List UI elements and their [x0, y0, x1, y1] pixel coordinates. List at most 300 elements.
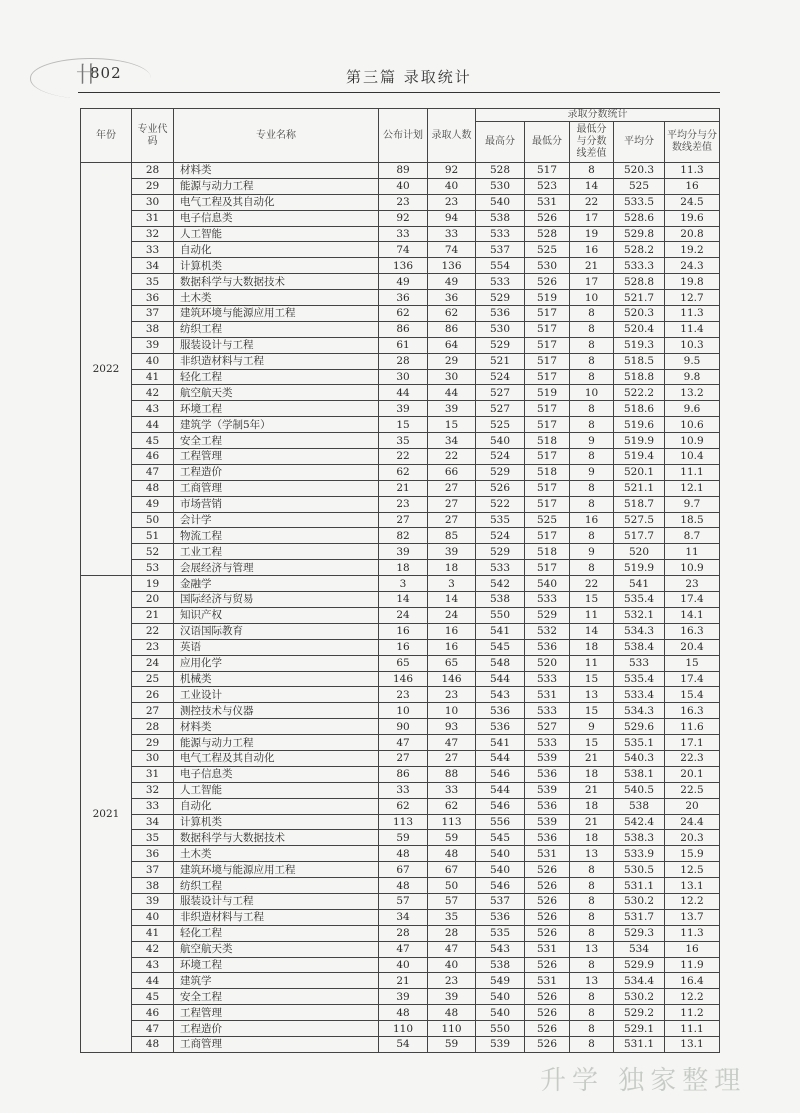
- admitted-cell: 27: [428, 512, 476, 528]
- code-cell: 39: [132, 337, 174, 353]
- avg-gap-cell: 10.9: [665, 560, 720, 576]
- max-score-cell: 538: [476, 592, 525, 608]
- avg-score-cell: 534.3: [614, 703, 665, 719]
- avg-gap-cell: 12.5: [665, 862, 720, 878]
- min-gap-cell: 8: [570, 862, 614, 878]
- avg-gap-cell: 9.5: [665, 353, 720, 369]
- avg-score-cell: 528.2: [614, 242, 665, 258]
- avg-gap-cell: 23: [665, 576, 720, 592]
- avg-score-cell: 519.4: [614, 449, 665, 465]
- min-gap-cell: 11: [570, 655, 614, 671]
- min-score-cell: 533: [525, 592, 570, 608]
- admitted-cell: 67: [428, 862, 476, 878]
- major-name-cell: 建筑学: [174, 973, 379, 989]
- max-score-cell: 544: [476, 750, 525, 766]
- table-row: [81, 449, 720, 465]
- admitted-cell: 62: [428, 798, 476, 814]
- major-name-cell: 人工智能: [174, 782, 379, 798]
- major-name-cell: 安全工程: [174, 989, 379, 1005]
- min-score-cell: 531: [525, 973, 570, 989]
- code-cell: 38: [132, 321, 174, 337]
- table-row: [81, 576, 720, 592]
- code-cell: 46: [132, 449, 174, 465]
- max-score-cell: 554: [476, 258, 525, 274]
- avg-score-cell: 538.4: [614, 639, 665, 655]
- avg-score-cell: 533: [614, 655, 665, 671]
- plan-cell: 23: [379, 194, 428, 210]
- major-name-cell: 安全工程: [174, 433, 379, 449]
- code-cell: 40: [132, 909, 174, 925]
- avg-gap-cell: 15: [665, 655, 720, 671]
- table-row: [81, 258, 720, 274]
- code-cell: 35: [132, 274, 174, 290]
- max-score-cell: 550: [476, 1021, 525, 1037]
- admitted-cell: 27: [428, 480, 476, 496]
- plan-cell: 47: [379, 735, 428, 751]
- min-score-cell: 536: [525, 830, 570, 846]
- min-score-cell: 526: [525, 210, 570, 226]
- min-score-cell: 517: [525, 306, 570, 322]
- admitted-cell: 16: [428, 639, 476, 655]
- min-score-cell: 518: [525, 433, 570, 449]
- min-gap-cell: 19: [570, 226, 614, 242]
- table-row: [81, 925, 720, 941]
- header-min: 最低分: [525, 122, 570, 163]
- avg-score-cell: 533.5: [614, 194, 665, 210]
- admitted-cell: 39: [428, 401, 476, 417]
- table-row: [81, 862, 720, 878]
- major-name-cell: 服装设计与工程: [174, 337, 379, 353]
- min-score-cell: 530: [525, 258, 570, 274]
- avg-gap-cell: 12.2: [665, 989, 720, 1005]
- admission-score-table: [80, 108, 720, 1053]
- avg-gap-cell: 11.3: [665, 925, 720, 941]
- max-score-cell: 535: [476, 512, 525, 528]
- major-name-cell: 人工智能: [174, 226, 379, 242]
- min-gap-cell: 21: [570, 750, 614, 766]
- min-gap-cell: 8: [570, 163, 614, 179]
- code-cell: 19: [132, 576, 174, 592]
- header-score-group: 录取分数统计: [476, 109, 720, 122]
- avg-score-cell: 531.7: [614, 909, 665, 925]
- avg-score-cell: 529.6: [614, 719, 665, 735]
- table-row: [81, 750, 720, 766]
- plan-cell: 62: [379, 306, 428, 322]
- admitted-cell: 57: [428, 893, 476, 909]
- code-cell: 27: [132, 703, 174, 719]
- avg-gap-cell: 12.1: [665, 480, 720, 496]
- max-score-cell: 540: [476, 194, 525, 210]
- plan-cell: 89: [379, 163, 428, 179]
- table-row: [81, 957, 720, 973]
- avg-gap-cell: 16.4: [665, 973, 720, 989]
- avg-score-cell: 521.1: [614, 480, 665, 496]
- min-score-cell: 517: [525, 560, 570, 576]
- avg-gap-cell: 14.1: [665, 607, 720, 623]
- plan-cell: 136: [379, 258, 428, 274]
- major-name-cell: 自动化: [174, 242, 379, 258]
- major-name-cell: 环境工程: [174, 957, 379, 973]
- admitted-cell: 27: [428, 750, 476, 766]
- plan-cell: 16: [379, 639, 428, 655]
- code-cell: 38: [132, 878, 174, 894]
- plan-cell: 39: [379, 544, 428, 560]
- table-row: [81, 592, 720, 608]
- table-row: [81, 830, 720, 846]
- min-score-cell: 517: [525, 369, 570, 385]
- plan-cell: 48: [379, 1005, 428, 1021]
- table-row: [81, 703, 720, 719]
- header-code: 专业代码: [132, 109, 174, 163]
- min-gap-cell: 9: [570, 544, 614, 560]
- min-score-cell: 517: [525, 321, 570, 337]
- major-name-cell: 英语: [174, 639, 379, 655]
- table-row: [81, 639, 720, 655]
- table-row: [81, 194, 720, 210]
- min-gap-cell: 13: [570, 941, 614, 957]
- min-score-cell: 527: [525, 719, 570, 735]
- code-cell: 36: [132, 846, 174, 862]
- major-name-cell: 工商管理: [174, 480, 379, 496]
- plan-cell: 110: [379, 1021, 428, 1037]
- max-score-cell: 537: [476, 242, 525, 258]
- plan-cell: 22: [379, 449, 428, 465]
- min-score-cell: 526: [525, 1036, 570, 1052]
- plan-cell: 62: [379, 798, 428, 814]
- plan-cell: 86: [379, 766, 428, 782]
- table-row: [81, 337, 720, 353]
- major-name-cell: 工程造价: [174, 1021, 379, 1037]
- major-name-cell: 数据科学与大数据技术: [174, 830, 379, 846]
- min-gap-cell: 13: [570, 687, 614, 703]
- max-score-cell: 550: [476, 607, 525, 623]
- admitted-cell: 24: [428, 607, 476, 623]
- table-row: [81, 528, 720, 544]
- max-score-cell: 543: [476, 941, 525, 957]
- code-cell: 28: [132, 719, 174, 735]
- code-cell: 29: [132, 735, 174, 751]
- plan-cell: 92: [379, 210, 428, 226]
- avg-gap-cell: 11.2: [665, 1005, 720, 1021]
- min-gap-cell: 8: [570, 909, 614, 925]
- max-score-cell: 536: [476, 909, 525, 925]
- admitted-cell: 47: [428, 735, 476, 751]
- table-row: [81, 989, 720, 1005]
- min-score-cell: 536: [525, 766, 570, 782]
- min-gap-cell: 8: [570, 306, 614, 322]
- code-cell: 52: [132, 544, 174, 560]
- plan-cell: 54: [379, 1036, 428, 1052]
- min-gap-cell: 16: [570, 242, 614, 258]
- table-row: [81, 306, 720, 322]
- code-cell: 43: [132, 401, 174, 417]
- min-score-cell: 526: [525, 862, 570, 878]
- max-score-cell: 530: [476, 178, 525, 194]
- avg-gap-cell: 16.3: [665, 703, 720, 719]
- code-cell: 28: [132, 163, 174, 179]
- max-score-cell: 529: [476, 464, 525, 480]
- min-score-cell: 531: [525, 846, 570, 862]
- code-cell: 32: [132, 782, 174, 798]
- avg-gap-cell: 16: [665, 941, 720, 957]
- admitted-cell: 33: [428, 782, 476, 798]
- table-row: [81, 655, 720, 671]
- min-gap-cell: 18: [570, 639, 614, 655]
- min-score-cell: 518: [525, 464, 570, 480]
- avg-score-cell: 535.4: [614, 592, 665, 608]
- plan-cell: 39: [379, 989, 428, 1005]
- avg-score-cell: 520: [614, 544, 665, 560]
- min-score-cell: 523: [525, 178, 570, 194]
- major-name-cell: 建筑学（学制5年）: [174, 417, 379, 433]
- min-gap-cell: 15: [570, 735, 614, 751]
- code-cell: 51: [132, 528, 174, 544]
- min-score-cell: 526: [525, 989, 570, 1005]
- table-row: [81, 560, 720, 576]
- code-cell: 39: [132, 893, 174, 909]
- avg-gap-cell: 11.3: [665, 163, 720, 179]
- avg-score-cell: 538.1: [614, 766, 665, 782]
- min-gap-cell: 21: [570, 782, 614, 798]
- min-score-cell: 518: [525, 544, 570, 560]
- min-score-cell: 517: [525, 163, 570, 179]
- major-name-cell: 轻化工程: [174, 925, 379, 941]
- table-row: [81, 814, 720, 830]
- header-avg-gap: 平均分与分数线差值: [665, 122, 720, 163]
- avg-score-cell: 535.1: [614, 735, 665, 751]
- plan-cell: 74: [379, 242, 428, 258]
- min-gap-cell: 10: [570, 385, 614, 401]
- avg-score-cell: 519.3: [614, 337, 665, 353]
- avg-gap-cell: 9.7: [665, 496, 720, 512]
- avg-score-cell: 519.6: [614, 417, 665, 433]
- code-cell: 40: [132, 353, 174, 369]
- avg-gap-cell: 20.1: [665, 766, 720, 782]
- max-score-cell: 544: [476, 782, 525, 798]
- code-cell: 29: [132, 178, 174, 194]
- avg-gap-cell: 11.9: [665, 957, 720, 973]
- table-row: [81, 671, 720, 687]
- admitted-cell: 49: [428, 274, 476, 290]
- avg-score-cell: 518.7: [614, 496, 665, 512]
- max-score-cell: 549: [476, 973, 525, 989]
- table-row: [81, 878, 720, 894]
- major-name-cell: 土木类: [174, 290, 379, 306]
- max-score-cell: 528: [476, 163, 525, 179]
- admitted-cell: 23: [428, 973, 476, 989]
- plan-cell: 86: [379, 321, 428, 337]
- table-row: [81, 1021, 720, 1037]
- major-name-cell: 非织造材料与工程: [174, 353, 379, 369]
- header-max: 最高分: [476, 122, 525, 163]
- code-cell: 31: [132, 210, 174, 226]
- major-name-cell: 工程造价: [174, 464, 379, 480]
- min-gap-cell: 9: [570, 433, 614, 449]
- table-row: [81, 178, 720, 194]
- table-row: [81, 321, 720, 337]
- min-gap-cell: 22: [570, 576, 614, 592]
- avg-gap-cell: 13.1: [665, 1036, 720, 1052]
- min-gap-cell: 8: [570, 401, 614, 417]
- major-name-cell: 应用化学: [174, 655, 379, 671]
- plan-cell: 33: [379, 782, 428, 798]
- min-score-cell: 517: [525, 353, 570, 369]
- min-gap-cell: 15: [570, 703, 614, 719]
- min-score-cell: 517: [525, 449, 570, 465]
- max-score-cell: 548: [476, 655, 525, 671]
- avg-score-cell: 542.4: [614, 814, 665, 830]
- avg-score-cell: 533.9: [614, 846, 665, 862]
- avg-gap-cell: 11: [665, 544, 720, 560]
- admitted-cell: 23: [428, 687, 476, 703]
- avg-score-cell: 529.1: [614, 1021, 665, 1037]
- admitted-cell: 62: [428, 306, 476, 322]
- admitted-cell: 47: [428, 941, 476, 957]
- min-gap-cell: 8: [570, 560, 614, 576]
- avg-gap-cell: 22.3: [665, 750, 720, 766]
- code-cell: 48: [132, 480, 174, 496]
- major-name-cell: 航空航天类: [174, 941, 379, 957]
- header-rule: [78, 92, 720, 93]
- admitted-cell: 44: [428, 385, 476, 401]
- code-cell: 32: [132, 226, 174, 242]
- min-gap-cell: 8: [570, 480, 614, 496]
- avg-score-cell: 541: [614, 576, 665, 592]
- min-gap-cell: 17: [570, 210, 614, 226]
- min-score-cell: 517: [525, 337, 570, 353]
- admitted-cell: 23: [428, 194, 476, 210]
- min-gap-cell: 16: [570, 512, 614, 528]
- min-score-cell: 526: [525, 925, 570, 941]
- major-name-cell: 电子信息类: [174, 210, 379, 226]
- admitted-cell: 74: [428, 242, 476, 258]
- avg-gap-cell: 11.1: [665, 1021, 720, 1037]
- avg-score-cell: 529.9: [614, 957, 665, 973]
- min-gap-cell: 8: [570, 321, 614, 337]
- avg-score-cell: 520.4: [614, 321, 665, 337]
- major-name-cell: 计算机类: [174, 258, 379, 274]
- avg-score-cell: 529.3: [614, 925, 665, 941]
- avg-score-cell: 530.2: [614, 989, 665, 1005]
- avg-score-cell: 531.1: [614, 878, 665, 894]
- code-cell: 25: [132, 671, 174, 687]
- major-name-cell: 土木类: [174, 846, 379, 862]
- major-name-cell: 国际经济与贸易: [174, 592, 379, 608]
- max-score-cell: 524: [476, 369, 525, 385]
- major-name-cell: 环境工程: [174, 401, 379, 417]
- header-admitted: 录取人数: [428, 109, 476, 163]
- table-row: [81, 353, 720, 369]
- avg-gap-cell: 24.5: [665, 194, 720, 210]
- admitted-cell: 65: [428, 655, 476, 671]
- avg-score-cell: 525: [614, 178, 665, 194]
- avg-gap-cell: 20.4: [665, 639, 720, 655]
- avg-gap-cell: 9.8: [665, 369, 720, 385]
- admitted-cell: 66: [428, 464, 476, 480]
- table-row: [81, 893, 720, 909]
- major-name-cell: 测控技术与仪器: [174, 703, 379, 719]
- min-score-cell: 536: [525, 639, 570, 655]
- admitted-cell: 64: [428, 337, 476, 353]
- major-name-cell: 物流工程: [174, 528, 379, 544]
- max-score-cell: 542: [476, 576, 525, 592]
- min-score-cell: 526: [525, 274, 570, 290]
- plan-cell: 90: [379, 719, 428, 735]
- code-cell: 44: [132, 973, 174, 989]
- min-score-cell: 531: [525, 941, 570, 957]
- code-cell: 47: [132, 464, 174, 480]
- year-cell: 2022: [81, 163, 132, 576]
- avg-gap-cell: 18.5: [665, 512, 720, 528]
- table-row: [81, 735, 720, 751]
- min-gap-cell: 8: [570, 528, 614, 544]
- plan-cell: 65: [379, 655, 428, 671]
- avg-score-cell: 517.7: [614, 528, 665, 544]
- min-score-cell: 517: [525, 480, 570, 496]
- code-cell: 37: [132, 862, 174, 878]
- code-cell: 21: [132, 607, 174, 623]
- plan-cell: 62: [379, 464, 428, 480]
- min-score-cell: 536: [525, 798, 570, 814]
- min-gap-cell: 18: [570, 766, 614, 782]
- year-cell: 2021: [81, 576, 132, 1053]
- avg-score-cell: 529.2: [614, 1005, 665, 1021]
- plan-cell: 33: [379, 226, 428, 242]
- min-score-cell: 529: [525, 607, 570, 623]
- avg-gap-cell: 8.7: [665, 528, 720, 544]
- min-score-cell: 526: [525, 909, 570, 925]
- avg-score-cell: 532.1: [614, 607, 665, 623]
- table-row: [81, 719, 720, 735]
- table-row: [81, 274, 720, 290]
- avg-score-cell: 518.5: [614, 353, 665, 369]
- min-gap-cell: 17: [570, 274, 614, 290]
- plan-cell: 39: [379, 401, 428, 417]
- avg-score-cell: 528.8: [614, 274, 665, 290]
- min-score-cell: 526: [525, 878, 570, 894]
- max-score-cell: 529: [476, 337, 525, 353]
- major-name-cell: 建筑环境与能源应用工程: [174, 306, 379, 322]
- admitted-cell: 59: [428, 1036, 476, 1052]
- plan-cell: 23: [379, 687, 428, 703]
- plan-cell: 27: [379, 512, 428, 528]
- avg-score-cell: 533.4: [614, 687, 665, 703]
- avg-gap-cell: 17.1: [665, 735, 720, 751]
- plan-cell: 10: [379, 703, 428, 719]
- code-cell: 48: [132, 1036, 174, 1052]
- min-score-cell: 525: [525, 242, 570, 258]
- admitted-cell: 113: [428, 814, 476, 830]
- plan-cell: 82: [379, 528, 428, 544]
- table-row: [81, 973, 720, 989]
- major-name-cell: 材料类: [174, 719, 379, 735]
- avg-gap-cell: 20.3: [665, 830, 720, 846]
- admitted-cell: 39: [428, 544, 476, 560]
- major-name-cell: 汉语国际教育: [174, 623, 379, 639]
- table-row: [81, 782, 720, 798]
- min-score-cell: 526: [525, 1021, 570, 1037]
- table-body: [81, 163, 720, 1053]
- major-name-cell: 会计学: [174, 512, 379, 528]
- min-score-cell: 533: [525, 671, 570, 687]
- max-score-cell: 539: [476, 1036, 525, 1052]
- plan-cell: 24: [379, 607, 428, 623]
- avg-gap-cell: 15.9: [665, 846, 720, 862]
- avg-gap-cell: 13.7: [665, 909, 720, 925]
- avg-score-cell: 518.6: [614, 401, 665, 417]
- max-score-cell: 521: [476, 353, 525, 369]
- admitted-cell: 22: [428, 449, 476, 465]
